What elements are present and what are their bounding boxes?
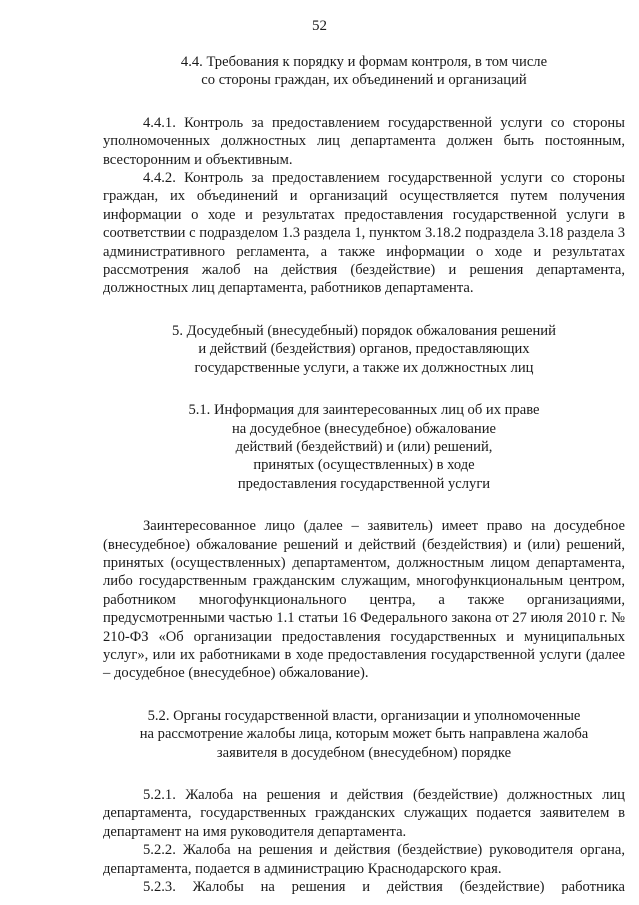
paragraph-5-2-3: 5.2.3. Жалобы на решения и действия (бездействие) работника — [143, 879, 625, 896]
paragraph-5-2-2: 5.2.2. Жалоба на решения и действия (бездействие) руководителя органа, департамента, подается в администрацию Краснодарского края. — [103, 842, 625, 877]
paragraph-4-4-1: 4.4.1. Контроль за предоставлением государственной услуги со стороны уполномоченных должностных лиц департамента должен быть постоянным, всесторонним и объективным. — [103, 114, 625, 168]
heading-5: 5. Досудебный (внесудебный) порядок обжалования решений и действий (бездействия) органов, предоставляющих государственные услуги, а также их должностных лиц — [172, 322, 556, 376]
heading-5-1: 5.1. Информация для заинтересованных лиц об их праве на досудебное (внесудебное) обжалование действий (бездействий) и (или) решений, принятых (осуществленных) в ходе предоставления государственной услуги — [188, 402, 540, 492]
page-number: 52 — [312, 18, 327, 34]
heading-4-4: 4.4. Требования к порядку и формам контроля, в том числе со стороны граждан, их объединений и организаций — [180, 54, 548, 89]
paragraph-5-1: Заинтересованное лицо (далее – заявитель) имеет право на досудебное (внесудебное) обжалование решений и действий (бездействия) и (или) решений, принятых (осуществленных) департаментом, должностным лицом департамента, либо государственным гражданским служащим, многофункциональным центром, работником многофункционального центра, а также организациями, предусмотренными частью 1.1 статьи 16 Федерального закона от 27 июля 2010 г. № 210-ФЗ «Об организации предоставления государственных и муниципальных услуг», или их работниками в ходе предоставления государственной услуги (далее – досудебное (внесудебное) обжалование). — [103, 518, 625, 682]
paragraph-5-2-1: 5.2.1. Жалоба на решения и действия (бездействие) должностных лиц департамента, государственных гражданских служащих подается заявителем в департамент на имя руководителя департамента. — [103, 787, 625, 840]
paragraph-4-4-2: 4.4.2. Контроль за предоставлением государственной услуги со стороны граждан, их объединений и организаций осуществляется путем получения информации о ходе и результатах предоставления государственной услуги в соответствии с подразделом 1.3 раздела 1, пунктом 3.18.2 подраздела 3.18 раздела 3 административного регламента, а также информации о ходе и результатах рассмотрения жалоб на действия (бездействие) и решения департамента, должностных лиц департамента, работников департамента. — [103, 170, 625, 297]
heading-5-2: 5.2. Органы государственной власти, организации и уполномоченные на рассмотрение жалобы лица, которым может быть направлена жалоба заявителя в досудебном (внесудебном) порядке — [139, 707, 589, 761]
document-body — [103, 53, 625, 896]
